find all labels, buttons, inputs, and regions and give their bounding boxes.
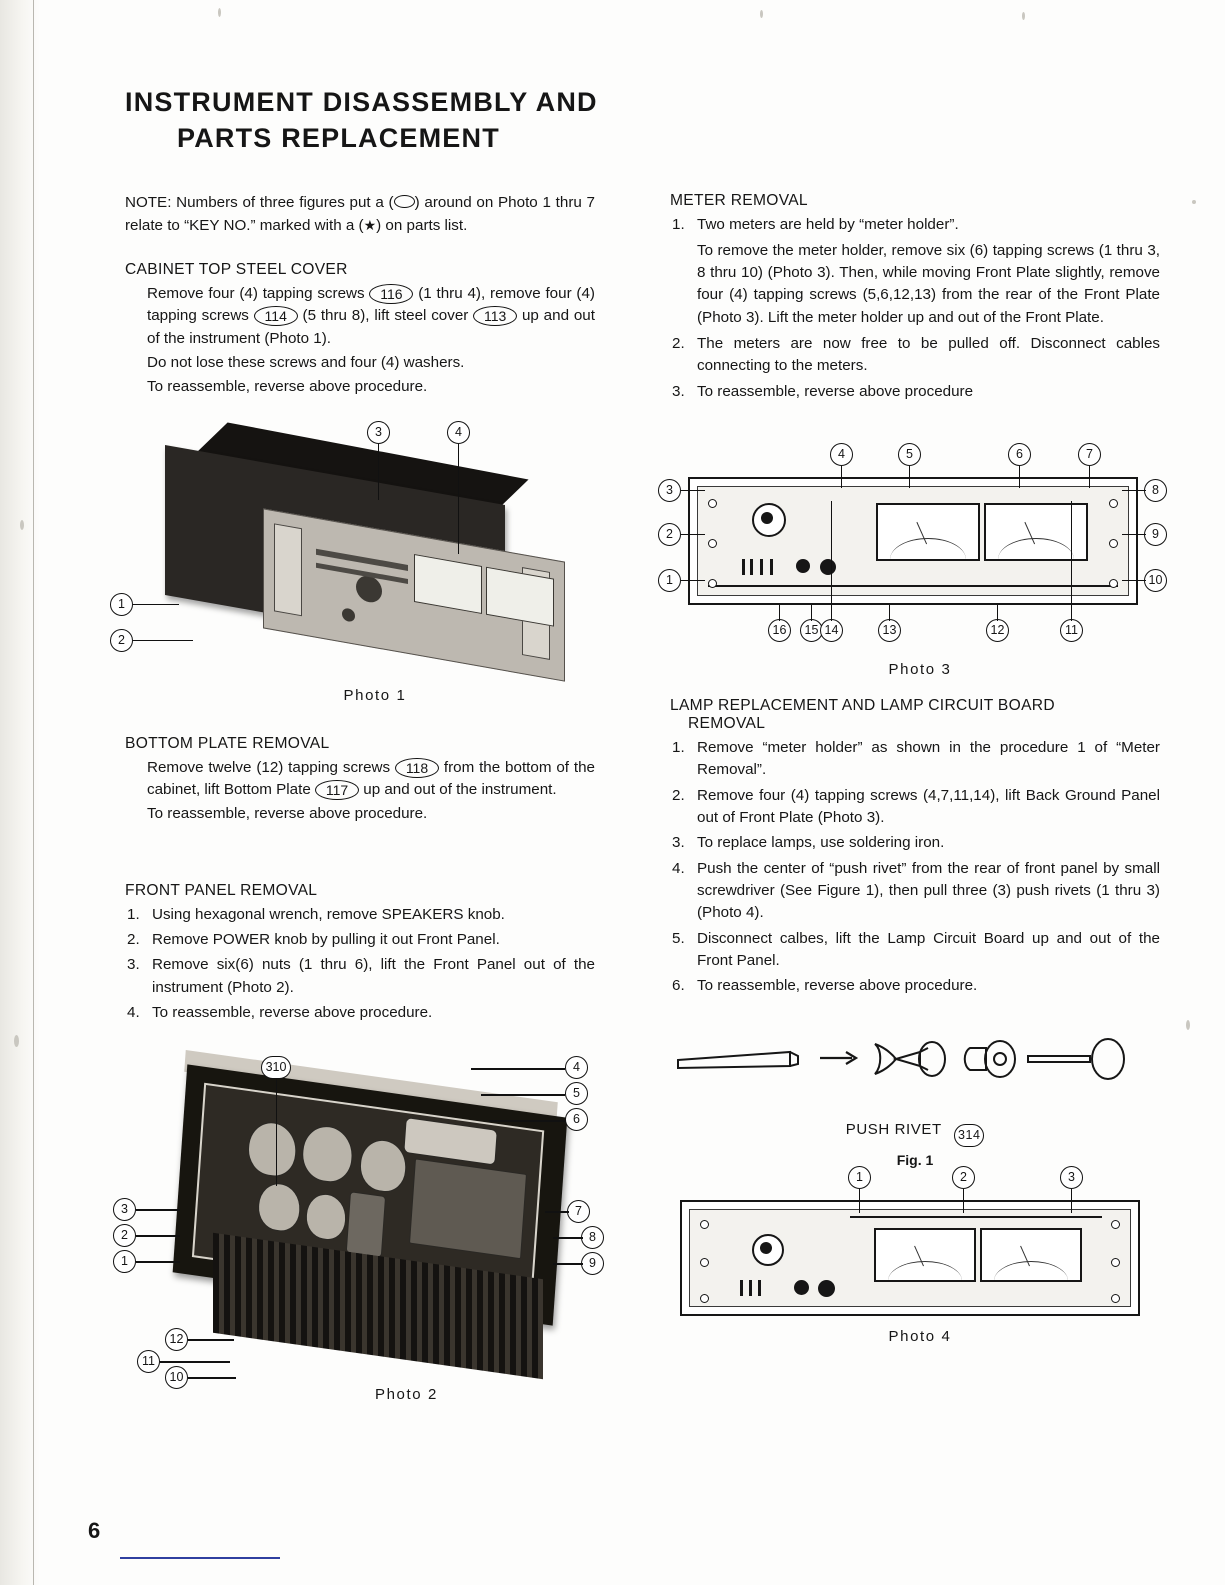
lamp-step-6: To reassemble, reverse above procedure. bbox=[697, 977, 978, 995]
list-item: 3. Remove six(6) nuts (1 thru 6), lift the Front Panel out of the instrument (Photo 2). bbox=[127, 956, 595, 996]
control-knob-b bbox=[820, 559, 836, 575]
callout-3: 3 bbox=[1060, 1166, 1083, 1189]
panel-screw bbox=[1111, 1294, 1120, 1303]
list-item: 4. Push the center of “push rivet” from the rear of front panel by small screwdriver (See Figure 1), then pull three (3) push rivets (1 thru 3) (Photo 4). bbox=[672, 859, 1160, 922]
push-rivet-label-row bbox=[670, 1119, 1160, 1142]
capacitor bbox=[358, 1137, 408, 1195]
switch-row bbox=[740, 1280, 743, 1296]
amp-meter-left bbox=[414, 554, 482, 614]
photo-4-caption: Photo 4 bbox=[888, 1327, 952, 1345]
callout-lead-2 bbox=[681, 534, 705, 535]
photo-2-figure bbox=[121, 1050, 596, 1410]
callout-4: 4 bbox=[447, 421, 470, 444]
callout-15: 15 bbox=[800, 619, 823, 642]
list-item: 3. To reassemble, reverse above procedure bbox=[672, 382, 974, 400]
callout-lead-10 bbox=[188, 1377, 236, 1378]
scan-speck bbox=[1186, 1020, 1190, 1030]
capacitor bbox=[304, 1192, 347, 1243]
scan-speck bbox=[760, 10, 763, 18]
callout-lead-1 bbox=[859, 1189, 860, 1213]
keynum-117: 117 bbox=[315, 780, 359, 800]
control-knob-a bbox=[794, 1280, 809, 1295]
callout-7: 7 bbox=[1078, 443, 1101, 466]
callout-lead-310 bbox=[276, 1078, 277, 1186]
callout-1: 1 bbox=[658, 569, 681, 592]
amp-knob-small bbox=[342, 607, 355, 622]
callout-4: 4 bbox=[565, 1056, 588, 1079]
callout-11: 11 bbox=[137, 1350, 160, 1373]
top-rail bbox=[850, 1216, 1102, 1218]
control-knob-a bbox=[796, 559, 810, 573]
callout-lead-5 bbox=[481, 1094, 565, 1095]
photo-2-image bbox=[121, 1060, 596, 1385]
push-rivet-label: PUSH RIVET bbox=[845, 1120, 942, 1138]
meter-step-3: To reassemble, reverse above procedure bbox=[697, 382, 974, 400]
callout-4: 4 bbox=[830, 443, 853, 466]
switch-row bbox=[749, 1280, 752, 1296]
footer-rule bbox=[120, 1557, 280, 1559]
switch-row bbox=[758, 1280, 761, 1296]
section-heading-lamp-replacement bbox=[670, 697, 1160, 733]
callout-lead-9 bbox=[1122, 534, 1146, 535]
note-text-before: NOTE: Numbers of three figures put a ( bbox=[125, 194, 394, 212]
callout-lead-8 bbox=[553, 1237, 583, 1238]
panel-screw bbox=[1111, 1258, 1120, 1267]
capacitor bbox=[300, 1123, 354, 1185]
scan-speck bbox=[14, 1035, 19, 1047]
power-knob-center bbox=[761, 512, 773, 524]
lamp-step-1: Remove “meter holder” as shown in the procedure 1 of “Meter Removal”. bbox=[697, 739, 1160, 779]
lamp-step-5: Disconnect calbes, lift the Lamp Circuit Board up and out of the Front Panel. bbox=[697, 929, 1160, 970]
callout-lead-16 bbox=[779, 605, 780, 621]
callout-1: 1 bbox=[848, 1166, 871, 1189]
callout-10: 10 bbox=[165, 1366, 188, 1389]
list-item: 5. Disconnect calbes, lift the Lamp Circuit Board up and out of the Front Panel. bbox=[672, 929, 1160, 970]
section-heading-meter-removal: METER REMOVAL bbox=[670, 192, 808, 210]
callout-7: 7 bbox=[567, 1200, 590, 1223]
panel-inner-plate bbox=[697, 486, 1129, 596]
scan-speck bbox=[1192, 200, 1196, 204]
note-text-after: ) around on Photo 1 thru 7 relate to “KEY NO.” marked with a ( bbox=[125, 194, 596, 234]
keynum-114: 114 bbox=[254, 306, 298, 326]
callout-16: 16 bbox=[768, 619, 791, 642]
lamp-heading-line-2: REMOVAL bbox=[688, 715, 766, 732]
lamp-step-4: Push the center of “push rivet” from the rear of front panel by small screwdriver (See Figure 1), then pull three (3) push rivets (1 thru 3) (Photo 4). bbox=[697, 859, 1160, 922]
list-item: 6. To reassemble, reverse above procedure. bbox=[672, 977, 978, 995]
bp-text-2: from the bottom of the cabinet, lift Bottom Plate bbox=[147, 758, 595, 798]
callout-lead-9 bbox=[553, 1263, 583, 1264]
meter-removal-steps bbox=[670, 214, 1160, 403]
callout-3: 3 bbox=[113, 1198, 136, 1221]
callout-2: 2 bbox=[110, 629, 133, 652]
keynum-113: 113 bbox=[473, 306, 517, 326]
lamp-replacement-steps bbox=[670, 737, 1160, 998]
callout-12: 12 bbox=[165, 1328, 188, 1351]
callout-3: 3 bbox=[367, 421, 390, 444]
callout-6: 6 bbox=[1008, 443, 1031, 466]
lamp-step-3: To replace lamps, use soldering iron. bbox=[697, 834, 945, 852]
switch-row bbox=[750, 559, 753, 575]
callout-12: 12 bbox=[986, 619, 1009, 642]
panel-inner-plate-4 bbox=[689, 1209, 1131, 1307]
photo-2-caption: Photo 2 bbox=[375, 1386, 438, 1404]
ctc-text-3: (5 thru 8), lift steel cover bbox=[302, 307, 469, 325]
power-knob-center bbox=[760, 1242, 772, 1254]
cabinet-top-cover-body bbox=[125, 283, 595, 350]
front-panel-step-4: To reassemble, reverse above procedure. bbox=[152, 1004, 433, 1022]
section-heading-front-panel: FRONT PANEL REMOVAL bbox=[125, 881, 318, 899]
photo-3-caption: Photo 3 bbox=[888, 661, 952, 678]
list-item: 4. To reassemble, reverse above procedure. bbox=[127, 1004, 433, 1022]
callout-8: 8 bbox=[581, 1226, 604, 1249]
push-rivet-svg bbox=[670, 1020, 1140, 1100]
photo-4-figure bbox=[670, 1164, 1160, 1354]
section-heading-cabinet-top-cover: CABINET TOP STEEL COVER bbox=[125, 260, 348, 278]
callout-6: 6 bbox=[565, 1108, 588, 1131]
figure-1-drawing bbox=[670, 1020, 1160, 1168]
callout-lead-7 bbox=[545, 1211, 569, 1212]
front-panel-step-3: Remove six(6) nuts (1 thru 6), lift the Front Panel out of the instrument (Photo 2). bbox=[152, 956, 595, 996]
star-icon: ★ bbox=[363, 216, 377, 233]
list-item: 1. Two meters are held by “meter holder”. bbox=[672, 216, 959, 234]
keynum-116: 116 bbox=[369, 284, 413, 304]
callout-5: 5 bbox=[898, 443, 921, 466]
meter-left bbox=[876, 503, 980, 561]
panel-screw bbox=[1109, 499, 1118, 508]
callout-lead-3 bbox=[136, 1209, 180, 1210]
transformer bbox=[346, 1192, 386, 1258]
keynum-314: 314 bbox=[954, 1124, 984, 1147]
title-line-1: INSTRUMENT DISASSEMBLY AND bbox=[125, 87, 598, 117]
amp-handle-left bbox=[274, 523, 302, 616]
oval-icon bbox=[394, 195, 415, 208]
list-item: 2. Remove four (4) tapping screws (4,7,11,14), lift Back Ground Panel out of Front Plate (Photo 3). bbox=[672, 786, 1160, 827]
callout-lead-3 bbox=[681, 490, 705, 491]
panel-screw bbox=[700, 1258, 709, 1267]
callout-lead-3 bbox=[1071, 1189, 1072, 1213]
photo-4-front-panel bbox=[680, 1200, 1140, 1316]
callout-lead-11 bbox=[160, 1361, 230, 1362]
callout-5: 5 bbox=[565, 1082, 588, 1105]
panel-screw bbox=[708, 579, 717, 588]
callout-11: 11 bbox=[1060, 619, 1083, 642]
callout-lead-2 bbox=[136, 1235, 180, 1236]
lamp-step-2: Remove four (4) tapping screws (4,7,11,14), lift Back Ground Panel out of Front Plate (Photo 3). bbox=[697, 786, 1160, 827]
photo-1-image bbox=[118, 424, 595, 673]
callout-lead-3 bbox=[378, 444, 379, 500]
callout-lead-6 bbox=[1019, 466, 1020, 488]
callout-9: 9 bbox=[581, 1252, 604, 1275]
callout-2: 2 bbox=[952, 1166, 975, 1189]
panel-screw bbox=[708, 499, 717, 508]
list-item: 3. To replace lamps, use soldering iron. bbox=[672, 834, 945, 852]
meter-right bbox=[984, 503, 1088, 561]
meter-right bbox=[980, 1228, 1082, 1282]
callout-lead-2 bbox=[963, 1189, 964, 1213]
callout-lead-13 bbox=[889, 605, 890, 621]
capacitor bbox=[257, 1181, 302, 1234]
bottom-trim bbox=[708, 585, 1118, 587]
photo-1-figure bbox=[118, 413, 595, 713]
callout-lead-6 bbox=[489, 1120, 565, 1121]
section-heading-bottom-plate: BOTTOM PLATE REMOVAL bbox=[125, 734, 330, 752]
list-item: 2. Remove POWER knob by pulling it out Front Panel. bbox=[127, 931, 500, 949]
scan-edge bbox=[0, 0, 40, 1585]
photo-3-figure bbox=[666, 441, 1163, 691]
panel-screw bbox=[700, 1294, 709, 1303]
photo-1-caption: Photo 1 bbox=[343, 686, 407, 704]
callout-14: 14 bbox=[820, 619, 843, 642]
title-line-2: PARTS REPLACEMENT bbox=[177, 122, 500, 153]
switch-row bbox=[770, 559, 773, 575]
callout-lead-4 bbox=[471, 1068, 565, 1069]
callout-2: 2 bbox=[658, 523, 681, 546]
panel-screw bbox=[1111, 1220, 1120, 1229]
right-column bbox=[666, 192, 1163, 1354]
bp-text-4: To reassemble, reverse above procedure. bbox=[147, 805, 428, 823]
capacitor bbox=[246, 1120, 298, 1180]
amp-front-panel bbox=[263, 508, 565, 681]
keynum-118: 118 bbox=[395, 758, 439, 778]
left-column bbox=[118, 192, 596, 1410]
ctc-text-2: (1 thru 4), remove four (4) tapping screws bbox=[147, 284, 595, 325]
ctc-text-1: Remove four (4) tapping screws bbox=[147, 284, 365, 302]
lamp-heading-line-1: LAMP REPLACEMENT AND LAMP CIRCUIT BOARD bbox=[670, 697, 1055, 714]
callout-lead-4 bbox=[458, 444, 459, 554]
front-panel-step-1: Using hexagonal wrench, remove SPEAKERS knob. bbox=[152, 905, 505, 923]
callout-lead-11 bbox=[1071, 501, 1072, 621]
scan-speck bbox=[1022, 12, 1025, 20]
switch-row bbox=[760, 559, 763, 575]
scan-speck bbox=[218, 8, 221, 17]
callout-lead-7 bbox=[1089, 466, 1090, 488]
callout-1: 1 bbox=[113, 1250, 136, 1273]
callout-3: 3 bbox=[658, 479, 681, 502]
panel-screw bbox=[700, 1220, 709, 1229]
callout-2: 2 bbox=[113, 1224, 136, 1247]
panel-screw bbox=[708, 539, 717, 548]
meter-step-1-detail: To remove the meter holder, remove six (6) tapping screws (1 thru 3, 8 thru 10) (Photo 3). Then, while moving Front Plate slightly, remove four (4) tapping screws (5,6,12,13) from the rear of the Front Plate (Photo 3). Lift the meter holder up and out of the Front Plate. bbox=[697, 241, 1160, 326]
callout-9: 9 bbox=[1144, 523, 1167, 546]
circuit-board bbox=[409, 1159, 527, 1260]
page-number: 6 bbox=[88, 1518, 101, 1543]
meter-left bbox=[874, 1228, 976, 1282]
figure-1-caption: Fig. 1 bbox=[896, 1151, 934, 1168]
callout-lead-12 bbox=[188, 1339, 234, 1340]
list-item: 2. The meters are now free to be pulled off. Disconnect cables connecting to the meters. bbox=[672, 334, 1160, 375]
callout-lead-15 bbox=[811, 605, 812, 621]
callout-lead-12 bbox=[997, 605, 998, 621]
ctc-text-6: To reassemble, reverse above procedure. bbox=[147, 378, 428, 396]
bp-text-1: Remove twelve (12) tapping screws bbox=[147, 758, 391, 776]
note-paragraph bbox=[125, 192, 595, 237]
callout-8: 8 bbox=[1144, 479, 1167, 502]
bp-text-3: up and out of the instrument. bbox=[363, 781, 557, 798]
ctc-text-4: up and out of the instrument (Photo 1). bbox=[147, 307, 595, 347]
ctc-text-5: Do not lose these screws and four (4) washers. bbox=[147, 353, 465, 371]
page-title bbox=[125, 85, 1180, 156]
meter-step-2: The meters are now free to be pulled off. Disconnect cables connecting to the meters. bbox=[697, 334, 1160, 375]
panel-screw bbox=[1109, 579, 1118, 588]
list-item: 1. Using hexagonal wrench, remove SPEAKERS knob. bbox=[127, 905, 505, 923]
callout-lead-2 bbox=[133, 640, 193, 641]
callout-10: 10 bbox=[1144, 569, 1167, 592]
meter-step-1: Two meters are held by “meter holder”. bbox=[697, 216, 959, 234]
front-panel-steps bbox=[125, 904, 595, 1025]
callout-lead-1 bbox=[133, 604, 179, 605]
callout-lead-1 bbox=[681, 580, 705, 581]
callout-lead-14 bbox=[831, 501, 832, 621]
note-text-end: ) on parts list. bbox=[376, 216, 468, 234]
front-panel-step-2: Remove POWER knob by pulling it out Front Panel. bbox=[152, 931, 500, 949]
list-item: 1. Remove “meter holder” as shown in the procedure 1 of “Meter Removal”. bbox=[672, 739, 1160, 779]
switch-row bbox=[742, 559, 745, 575]
callout-lead-10 bbox=[1122, 580, 1146, 581]
callout-1: 1 bbox=[110, 593, 133, 616]
callout-13: 13 bbox=[878, 619, 901, 642]
panel-screw bbox=[1109, 539, 1118, 548]
control-knob-b bbox=[818, 1280, 835, 1297]
keynum-310: 310 bbox=[261, 1056, 291, 1079]
callout-lead-1 bbox=[136, 1261, 180, 1262]
bottom-plate-body bbox=[125, 757, 595, 802]
callout-lead-4 bbox=[841, 466, 842, 488]
callout-lead-8 bbox=[1122, 490, 1146, 491]
callout-lead-5 bbox=[909, 466, 910, 488]
scan-speck bbox=[20, 520, 24, 530]
